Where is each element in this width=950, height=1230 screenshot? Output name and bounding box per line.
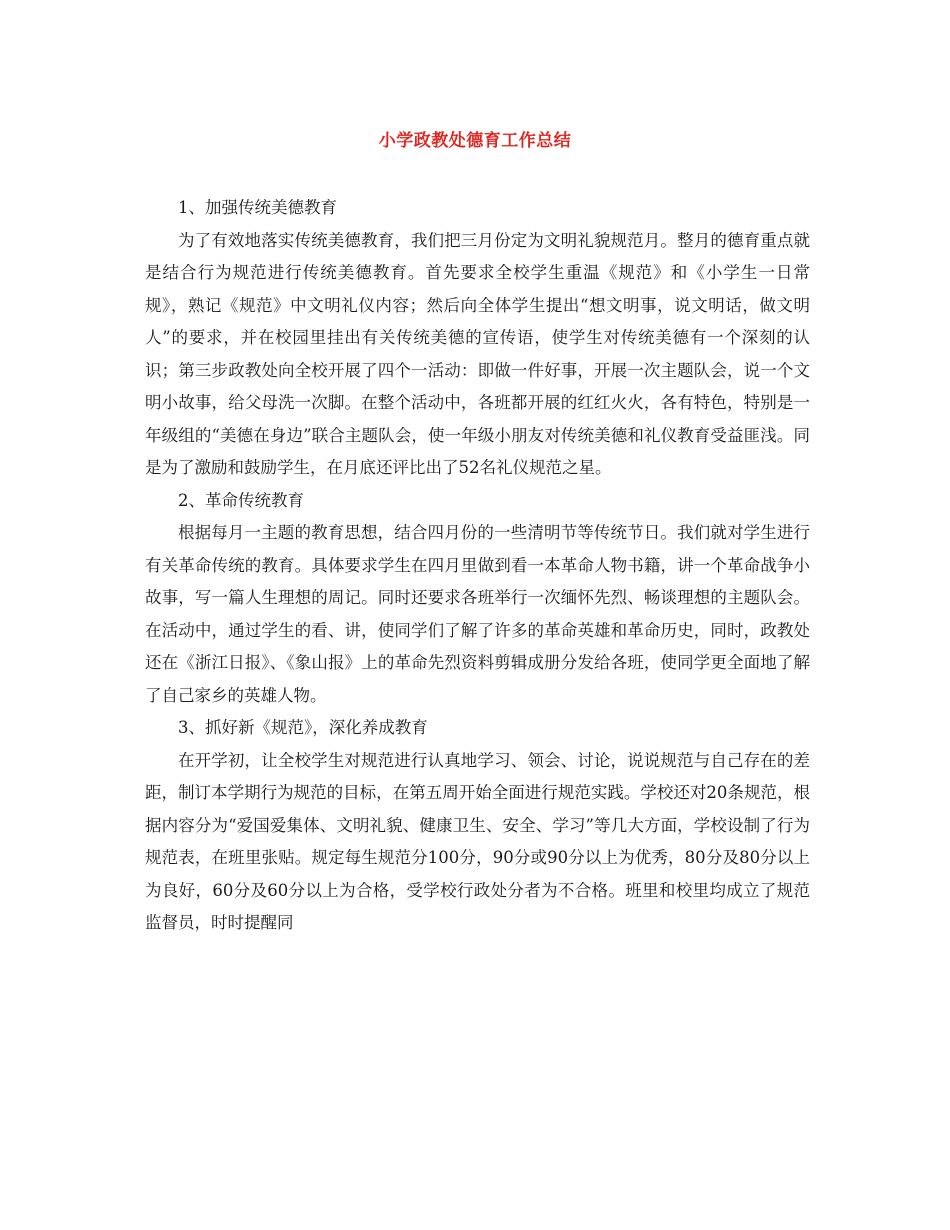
section-heading-2: 2、革命传统教育	[178, 490, 304, 510]
section-paragraph-3: 在开学初，让全校学生对规范进行认真地学习、领会、讨论，说说规范与自己存在的差距，制订本学期行为规范的目标，在第五周开始全面进行规范实践。学校还对20条规范，根据内容分为“爱国爱集体、文明礼貌、健康卫生、安全、学习”等几大方面，学校设制了行为规范表，在班里张贴。规定每生规范分100分，90分或90分以上为优秀，80分及80分以上为良好，60分及60分以上为合格，受学校行政处分者为不合格。班里和校里均成立了规范监督员，时时提醒同	[145, 750, 810, 932]
section-heading-3: 3、抓好新《规范》，深化养成教育	[178, 718, 428, 737]
document-title: 小学政教处德育工作总结	[378, 131, 572, 151]
section-paragraph-2: 根据每月一主题的教育思想，结合四月份的一些清明节等传统节日。我们就对学生进行有关革命传统的教育。具体要求学生在四月里做到看一本革命人物书籍，讲一个革命战争小故事，写一篇人生理想的周记。同时还要求各班举行一次缅怀先烈、畅谈理想的主题队会。在活动中，通过学生的看、讲，使同学们了解了许多的革命英雄和革命历史，同时，政教处还在《浙江日报》、《象山报》上的革命先烈资料剪辑成册分发给各班，使同学更全面地了解了自己家乡的英雄人物。	[145, 523, 810, 705]
document-body	[145, 192, 810, 940]
section-paragraph-1: 为了有效地落实传统美德教育，我们把三月份定为文明礼貌规范月。整月的德育重点就是结合行为规范进行传统美德教育。首先要求全校学生重温《规范》和《小学生一日常规》，熟记《规范》中文明礼仪内容；然后向全体学生提出“想文明事，说文明话，做文明人”的要求，并在校园里挂出有关传统美德的宣传语，使学生对传统美德有一个深刻的认识；第三步政教处向全校开展了四个一活动：即做一件好事，开展一次主题队会，说一个文明小故事，给父母洗一次脚。在整个活动中，各班都开展的红红火火，各有特色，特别是一年级组的“美德在身边”联合主题队会，使一年级小朋友对传统美德和礼仪教育受益匪浅。同是为了激励和鼓励学生，在月底还评比出了52名礼仪规范之星。	[145, 230, 810, 477]
section-heading-1: 1、加强传统美德教育	[178, 198, 337, 217]
